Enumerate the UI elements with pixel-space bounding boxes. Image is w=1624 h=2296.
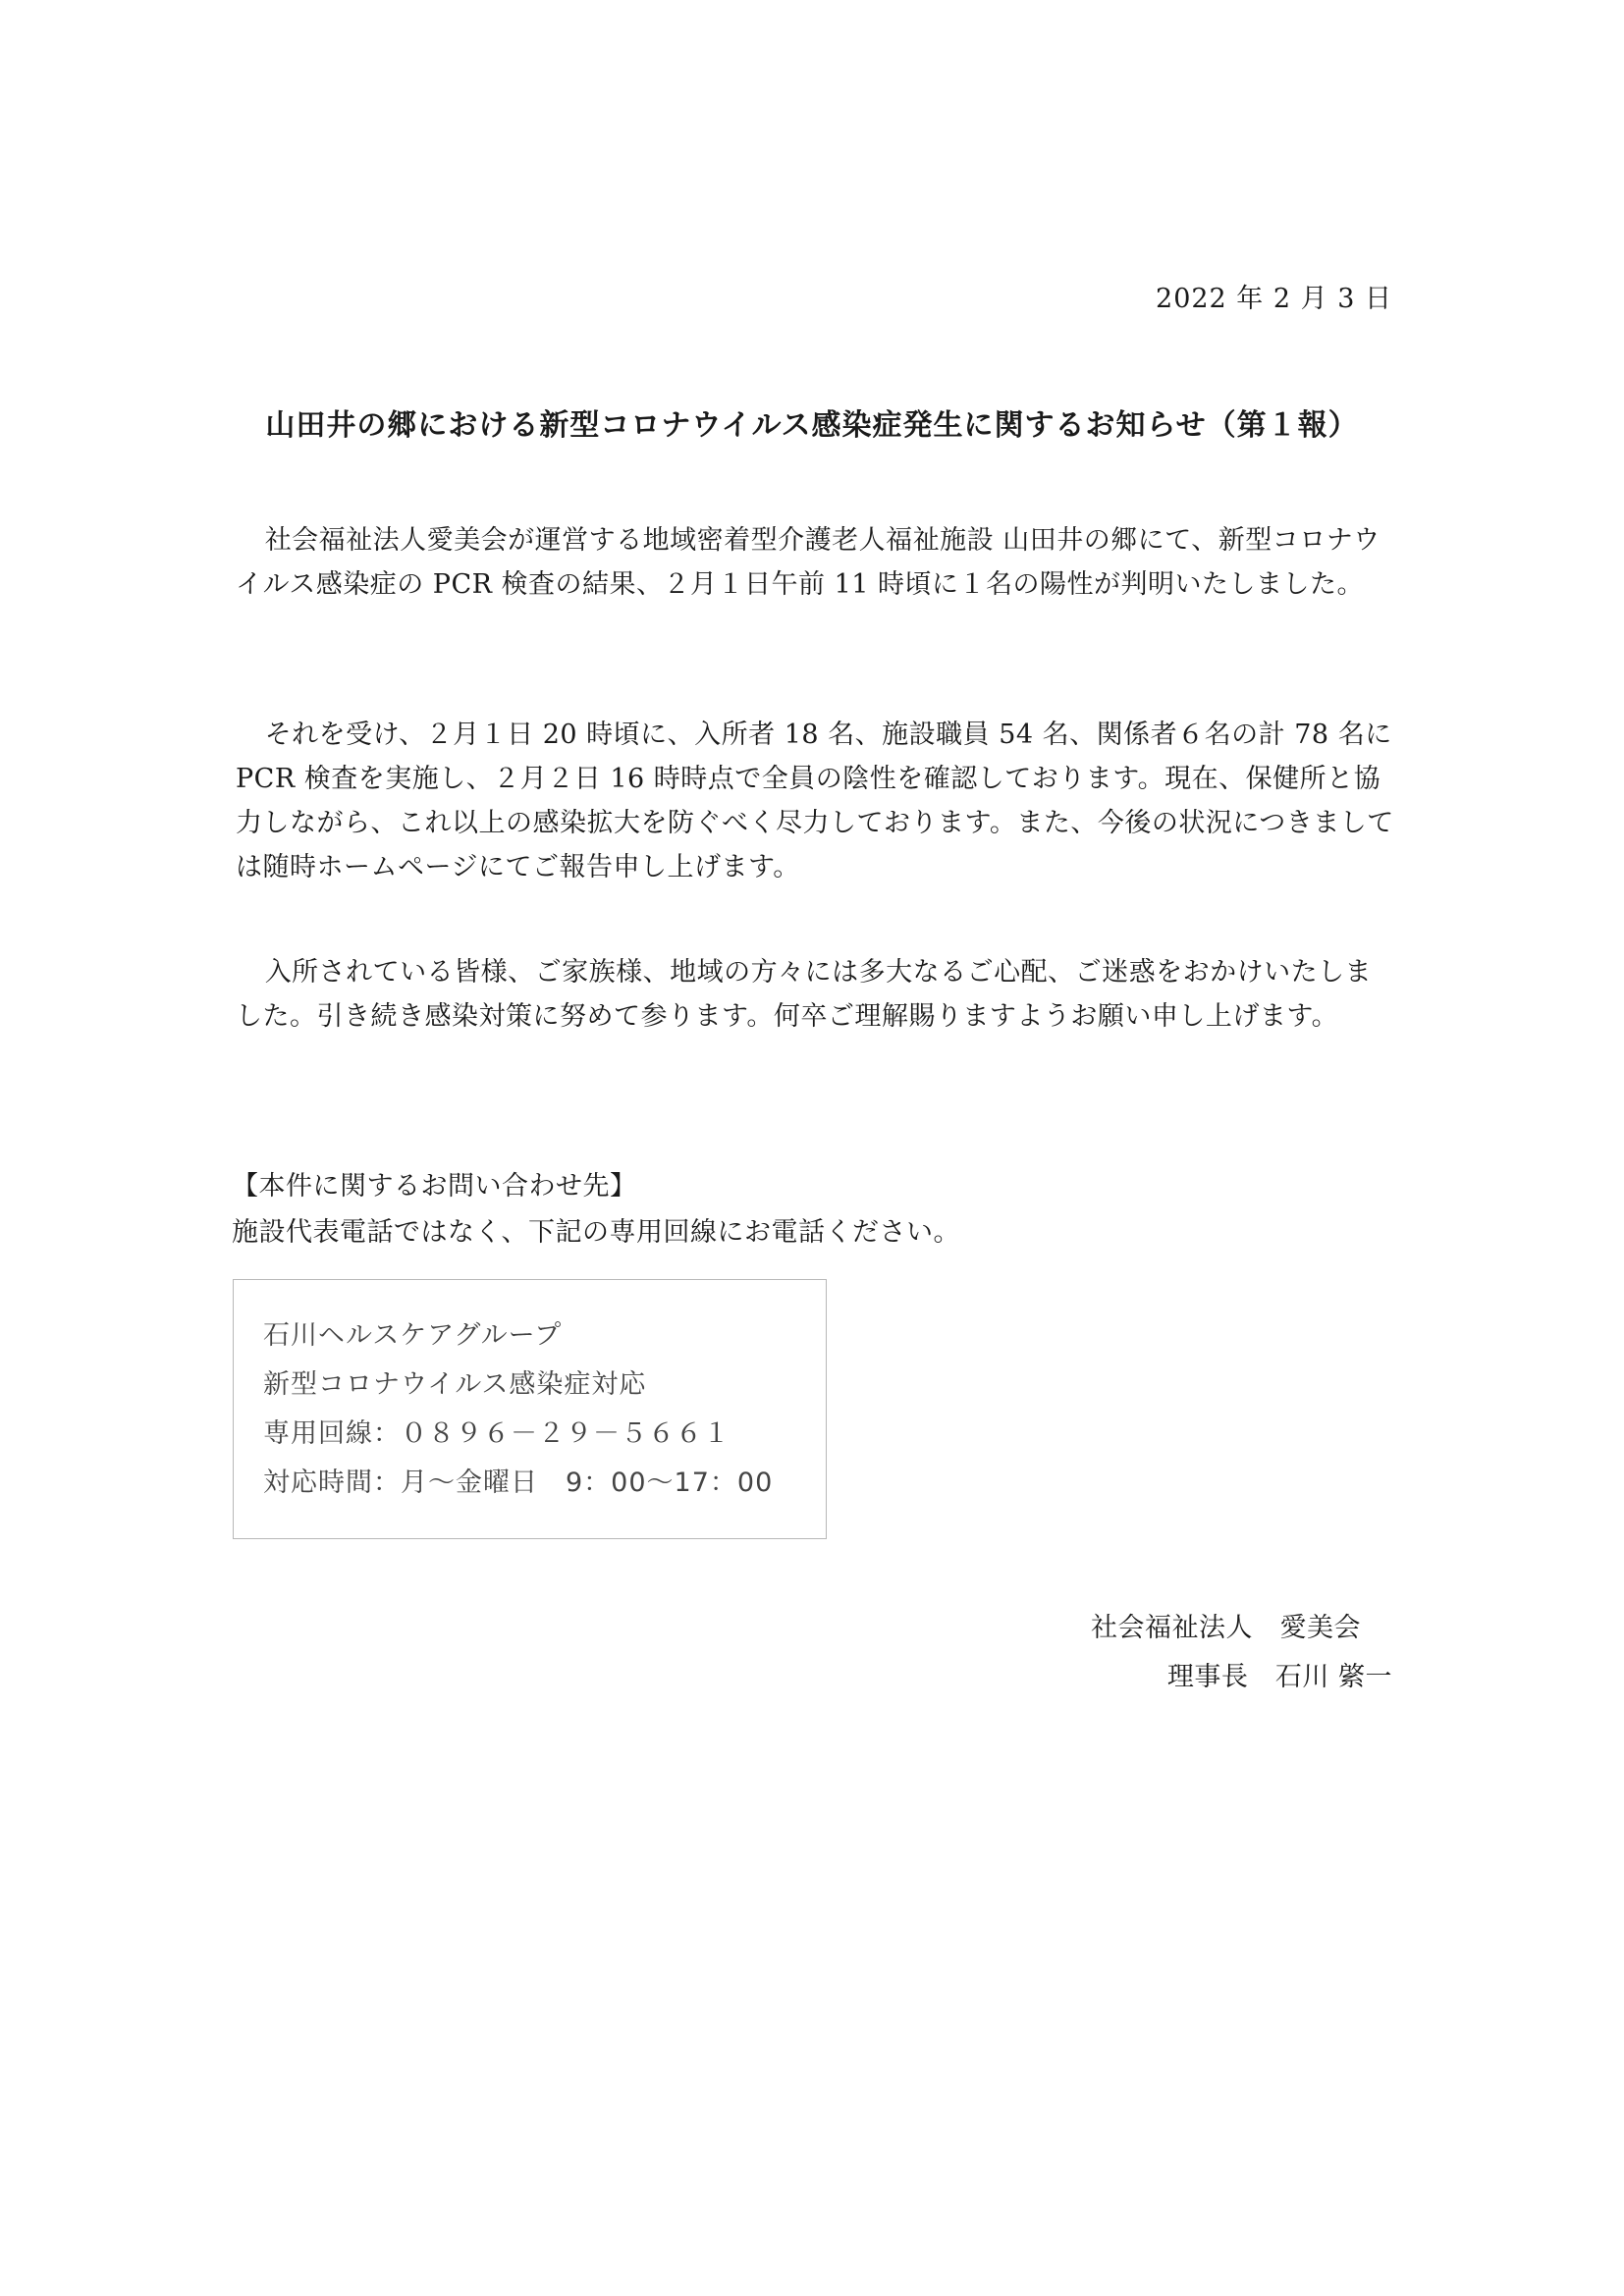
- paragraph-3-container: [236, 950, 1394, 1039]
- contact-group-name: 石川ヘルスケアグループ: [263, 1320, 563, 1351]
- paragraph-1: 社会福祉法人愛美会が運営する地域密着型介護老人福祉施設 山田井の郷にて、新型コロナウイルス感染症の PCR 検査の結果、２月１日午前 11 時頃に１名の陽性が判明いたしました。: [236, 525, 1380, 600]
- contact-phone: 専用回線：０８９６－２９－５６６１: [263, 1418, 731, 1449]
- contact-department: 新型コロナウイルス感染症対応: [263, 1369, 647, 1400]
- contact-hours: 対応時間：月～金曜日 9：00～17：00: [263, 1468, 774, 1498]
- contact-box: [233, 1279, 827, 1539]
- paragraph-3: 入所されている皆様、ご家族様、地域の方々には多大なるご心配、ご迷惑をおかけいたしました。引き続き感染対策に努めて参ります。何卒ご理解賜りますようお願い申し上げます。: [236, 957, 1373, 1032]
- document-date: 2022 年 2 月 3 日: [1156, 284, 1392, 314]
- paragraph-1-container: [236, 518, 1394, 607]
- signature-organization: 社会福祉法人 愛美会: [1091, 1613, 1361, 1643]
- paragraph-2-container: [236, 713, 1394, 889]
- signature-person: 理事長 石川 綮一: [1166, 1662, 1392, 1692]
- paragraph-2: それを受け、２月１日 20 時頃に、入所者 18 名、施設職員 54 名、関係者６名の計 78 名に PCR 検査を実施し、２月２日 16 時時点で全員の陰性を確認しております。現在、保健所と協力しながら、これ以上の感染拡大を防ぐべく尽力しております。また、今後の状況につきましては随時ホームページにてご報告申し上げます。: [236, 720, 1394, 882]
- document-title: 山田井の郷における新型コロナウイルス感染症発生に関するお知らせ（第１報）: [265, 408, 1359, 443]
- contact-note: 施設代表電話ではなく、下記の専用回線にお電話ください。: [232, 1217, 960, 1248]
- contact-heading: 【本件に関するお問い合わせ先】: [232, 1171, 637, 1201]
- signature-block: [1091, 1604, 1392, 1702]
